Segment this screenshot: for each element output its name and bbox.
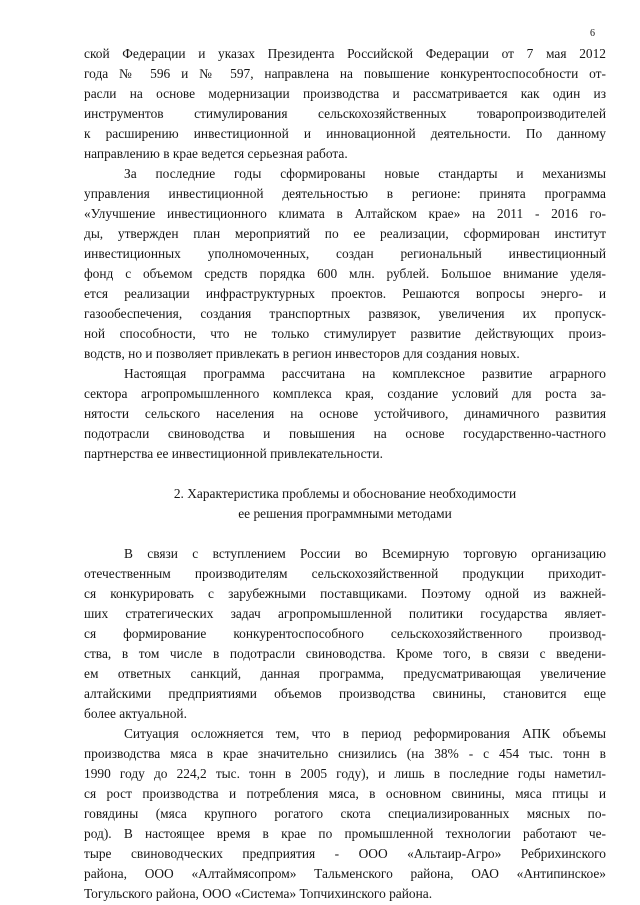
text-line: говядины (мяса крупного рогатого скота специализированных мясных по- — [84, 806, 606, 821]
text-line: род). В настоящее время в крае по промышленной технологии работают че- — [84, 826, 606, 841]
text-line: В связи с вступлением России во Всемирную торговую организацию — [124, 546, 606, 561]
text-line: Ситуация осложняется тем, что в период реформирования АПК объемы — [124, 726, 606, 741]
text-line: ской Федерации и указах Президента Российской Федерации от 7 мая 2012 — [84, 46, 606, 61]
text-line: ем ответных санкций, данная программа, предусматривающая увеличение — [84, 666, 606, 681]
text-line: подотрасли свиноводства и повышения на основе государственно-частного — [84, 426, 606, 441]
text-line: ды, утвержден план мероприятий по ее реализации, сформирован институт — [84, 226, 606, 241]
text-line: За последние годы сформированы новые стандарты и механизмы — [124, 166, 606, 181]
text-line: алтайскими предприятиями объемов производства свинины, становится еще — [84, 686, 606, 701]
text-line: фонд с объемом средств порядка 600 млн. рублей. Большое внимание уделя- — [84, 266, 606, 281]
text-line: газообеспечения, создания транспортных развязок, увеличения их пропуск- — [84, 306, 606, 321]
section-heading: ее решения программными методами — [238, 506, 452, 521]
text-line: более актуальной. — [84, 706, 187, 721]
text-line: ется реализации инфраструктурных проектов. Решаются вопросы энерго- и — [84, 286, 606, 301]
text-line: ства, в том числе в подотрасли свиноводства. Кроме того, в связи с введени- — [84, 646, 606, 661]
text-line: 1990 году до 224,2 тыс. тонн в 2005 году), и лишь в последние годы наметил- — [84, 766, 606, 781]
text-line: отечественным производителям сельскохозяйственной продукции приходит- — [84, 566, 606, 581]
text-line: нятости сельского населения на основе устойчивого, динамичного развития — [84, 406, 606, 421]
text-line: ся конкурировать с зарубежными поставщиками. Поэтому одной из важней- — [84, 586, 606, 601]
text-line: года № 596 и № 597, направлена на повышение конкурентоспособности от- — [84, 66, 606, 81]
text-line: района, ООО «Алтаймясопром» Тальменского района, ОАО «Антипинское» — [84, 866, 606, 881]
text-line: сектора агропромышленного комплекса края, создание условий для роста за- — [84, 386, 606, 401]
page-number: 6 — [590, 28, 595, 39]
section-heading: 2. Характеристика проблемы и обоснование необходимости — [173, 486, 517, 501]
text-line: «Улучшение инвестиционного климата в Алтайском крае» на 2011 - 2016 го- — [84, 206, 606, 221]
text-line: ших стратегических задач агропромышленной политики государства являет- — [84, 606, 606, 621]
text-line: ной способности, что не только стимулирует развитие действующих произ- — [84, 326, 606, 341]
text-line: тыре свиноводческих предприятия - ООО «Альтаир-Агро» Ребрихинского — [84, 846, 606, 861]
text-line: инвестиционных уполномоченных, создан региональный инвестиционный — [84, 246, 606, 261]
text-line: водств, но и позволяет привлекать в регион инвесторов для создания новых. — [84, 346, 520, 361]
text-line: производства мяса в крае значительно снизились (на 38% - с 454 тыс. тонн в — [84, 746, 606, 761]
text-line: инструментов стимулирования сельскохозяйственных товаропроизводителей — [84, 106, 606, 121]
text-line: ся рост производства и потребления мяса, в основном свинины, мяса птицы и — [84, 786, 606, 801]
text-line: партнерства ее инвестиционной привлекательности. — [84, 446, 383, 461]
text-line: ся формирование конкурентоспособного сельскохозяйственного производ- — [84, 626, 606, 641]
text-line: управления инвестиционной деятельностью в регионе: принята программа — [84, 186, 606, 201]
text-line: расли на основе модернизации производства и рассматривается как один из — [84, 86, 606, 101]
text-line: Тогульского района, ООО «Система» Топчихинского района. — [84, 886, 433, 901]
text-line: к расширению инвестиционной и инновационной деятельности. По данному — [84, 126, 606, 141]
text-line: Настоящая программа рассчитана на комплексное развитие аграрного — [124, 366, 606, 381]
text-line: направлению в крае ведется серьезная работа. — [84, 146, 348, 161]
